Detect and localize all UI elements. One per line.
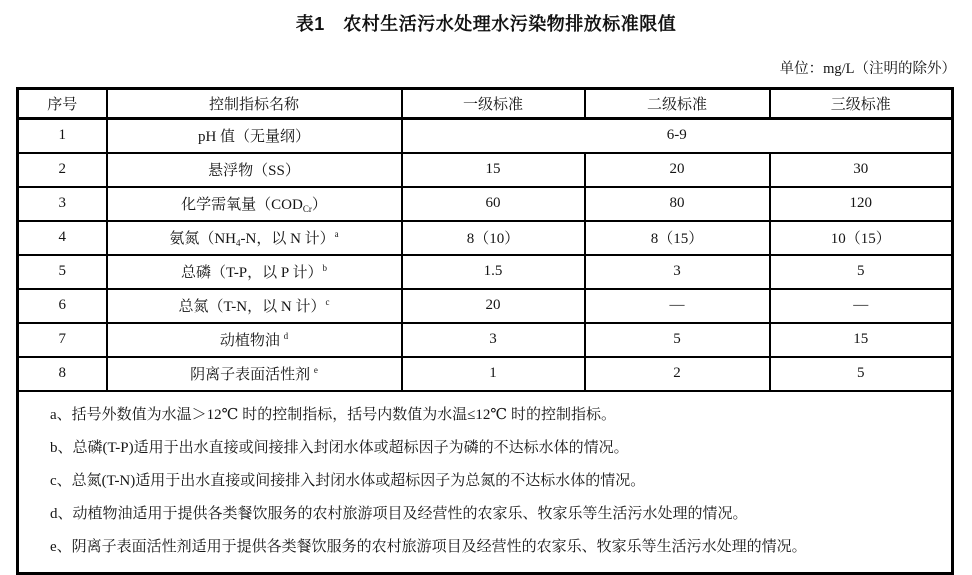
grade2-value-cell: 5 — [585, 323, 770, 357]
indicator-cell: 总氮（T-N，以 N 计）$^c$ — [107, 289, 402, 323]
indicator-cell: 化学需氧量$(COD_{Cr})$ — [107, 187, 402, 221]
index-cell: 3 — [18, 187, 107, 221]
table-row — [18, 153, 953, 187]
index-cell: 1 — [18, 119, 107, 153]
grade3-value-cell: 15 — [770, 323, 953, 357]
indicator-cell: 悬浮物（SS） — [107, 153, 402, 187]
footnote-d: d、动植物油适用于提供各类餐饮服务的农村旅游项目及经营性的农家乐、牧家乐等生活污水处理的情况。 — [50, 505, 748, 522]
footnote-b: b、总磷(T-P)适用于出水直接或间接排入封闭水体或超标因子为磷的不达标水体的情况。 — [50, 439, 629, 456]
grade1-value-cell: 60 — [402, 187, 585, 221]
page-title: 表1 农村生活污水处理水污染物排放标准限值 — [295, 14, 677, 34]
footnote-a: a、括号外数值为水温＞12℃ 时的控制指标，括号内数值为水温≤12℃ 时的控制指标。 — [50, 406, 616, 423]
grade3-value-cell: 5 — [770, 357, 953, 391]
merged-value-cell: 6-9 — [402, 119, 953, 153]
indicator-cell: 总磷（T-P，以 P 计）$^b$ — [107, 255, 402, 289]
grade2-value-cell: 8（15） — [585, 221, 770, 255]
footnotes-cell — [18, 391, 953, 574]
grade1-value-cell: 15 — [402, 153, 585, 187]
grade2-value-cell: 80 — [585, 187, 770, 221]
footnote-c: c、总氮(T-N)适用于出水直接或间接排入封闭水体或超标因子为总氮的不达标水体的情况。 — [50, 472, 646, 489]
header-grade-2: 二级标准 — [585, 89, 770, 119]
grade3-value-cell: 5 — [770, 255, 953, 289]
table-row — [18, 357, 953, 391]
grade3-value-cell: 120 — [770, 187, 953, 221]
grade1-value-cell: 3 — [402, 323, 585, 357]
header-indicator-name: 控制指标名称 — [107, 89, 402, 119]
grade3-value-cell: — — [770, 289, 953, 323]
header-row — [18, 89, 953, 119]
indicator-cell: 氨氮（$NH_4-N$，以 N 计）$^a$ — [107, 221, 402, 255]
index-cell: 6 — [18, 289, 107, 323]
grade2-value-cell: — — [585, 289, 770, 323]
unit-note: 单位：mg/L（注明的除外） — [779, 61, 956, 77]
table-row — [18, 289, 953, 323]
index-cell: 4 — [18, 221, 107, 255]
grade1-value-cell: 1 — [402, 357, 585, 391]
header-grade-1: 一级标准 — [402, 89, 585, 119]
table-row — [18, 119, 953, 153]
grade1-value-cell: 8（10） — [402, 221, 585, 255]
table-row — [18, 187, 953, 221]
grade3-value-cell: 30 — [770, 153, 953, 187]
index-cell: 5 — [18, 255, 107, 289]
header-grade-3: 三级标准 — [770, 89, 953, 119]
standards-table — [16, 87, 954, 575]
index-cell: 2 — [18, 153, 107, 187]
grade1-value-cell: 1.5 — [402, 255, 585, 289]
footnote-e: e、阴离子表面活性剂适用于提供各类餐饮服务的农村旅游项目及经营性的农家乐、牧家乐等生活污水处理的情况。 — [50, 538, 807, 555]
indicator-cell: 动植物油 $^d$ — [107, 323, 402, 357]
table-row — [18, 255, 953, 289]
indicator-cell: pH 值（无量纲） — [107, 119, 402, 153]
index-cell: 7 — [18, 323, 107, 357]
table-row — [18, 323, 953, 357]
grade2-value-cell: 2 — [585, 357, 770, 391]
indicator-cell: 阴离子表面活性剂 $^e$ — [107, 357, 402, 391]
grade1-value-cell: 20 — [402, 289, 585, 323]
index-cell: 8 — [18, 357, 107, 391]
header-index: 序号 — [18, 89, 107, 119]
grade2-value-cell: 20 — [585, 153, 770, 187]
grade3-value-cell: 10（15） — [770, 221, 953, 255]
grade2-value-cell: 3 — [585, 255, 770, 289]
table-row — [18, 221, 953, 255]
footnote-row — [18, 391, 953, 574]
